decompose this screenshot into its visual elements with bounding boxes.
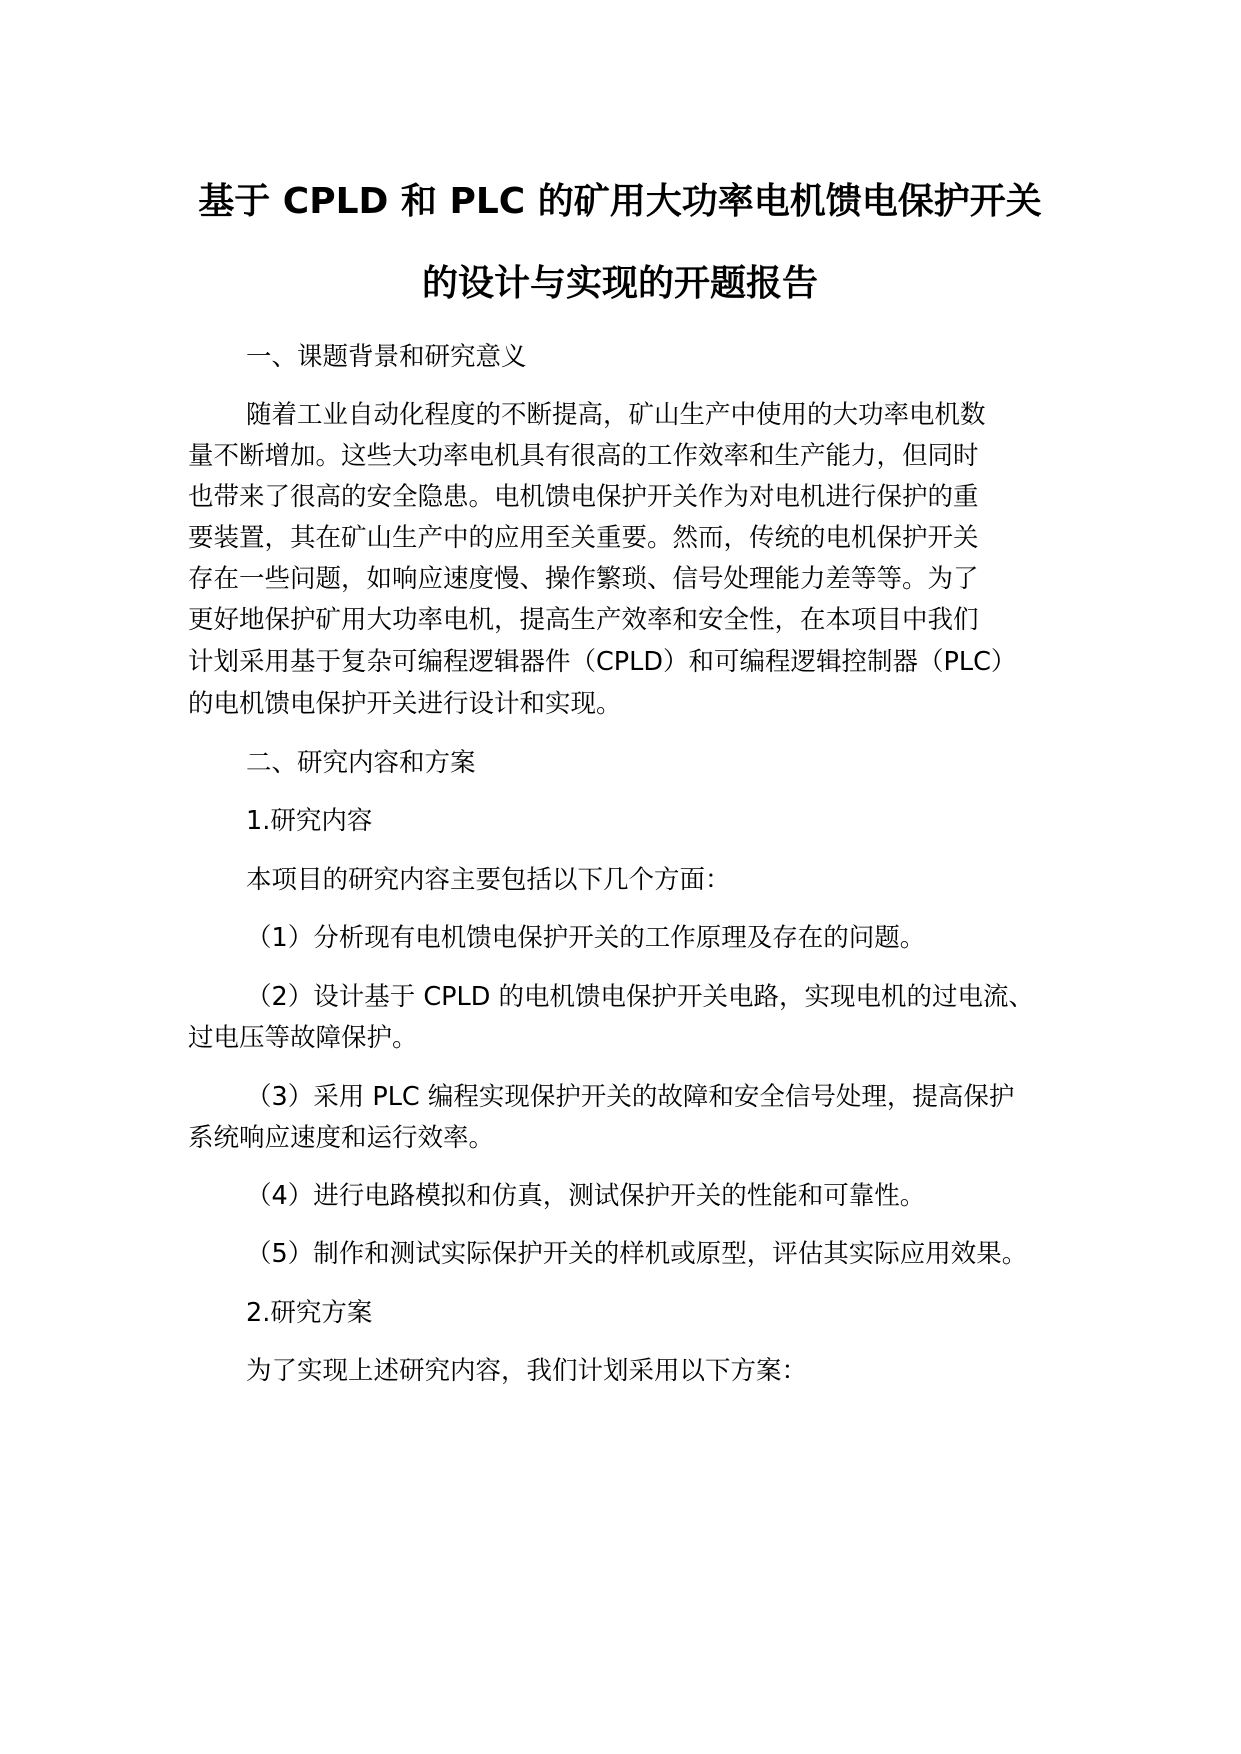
paragraph-line: 计划采用基于复杂可编程逻辑器件（CPLD）和可编程逻辑控制器（PLC） — [188, 647, 1017, 677]
list-item: （2）设计基于 CPLD 的电机馈电保护开关电路，实现电机的过电流、 — [246, 982, 1034, 1012]
list-item-continuation: 过电压等故障保护。 — [188, 1023, 418, 1053]
research-content-intro: 本项目的研究内容主要包括以下几个方面： — [246, 865, 731, 895]
list-item: （5）制作和测试实际保护开关的样机或原型，评估其实际应用效果。 — [246, 1239, 1028, 1269]
paragraph-line: 的电机馈电保护开关进行设计和实现。 — [188, 689, 622, 719]
section-2-heading: 二、研究内容和方案 — [246, 748, 476, 778]
paragraph-line: 更好地保护矿用大功率电机，提高生产效率和安全性，在本项目中我们 — [188, 605, 979, 635]
paragraph-line: 量不断增加。这些大功率电机具有很高的工作效率和生产能力，但同时 — [188, 441, 979, 471]
document-title-line-2: 的设计与实现的开题报告 — [421, 263, 818, 304]
list-item: （3）采用 PLC 编程实现保护开关的故障和安全信号处理，提高保护 — [246, 1082, 1015, 1112]
list-item-continuation: 系统响应速度和运行效率。 — [188, 1123, 495, 1153]
paragraph-line: 也带来了很高的安全隐患。电机馈电保护开关作为对电机进行保护的重 — [188, 482, 979, 512]
list-item: （4）进行电路模拟和仿真，测试保护开关的性能和可靠性。 — [246, 1181, 926, 1211]
research-plan-intro: 为了实现上述研究内容，我们计划采用以下方案： — [246, 1356, 808, 1386]
paragraph-line: 要装置，其在矿山生产中的应用至关重要。然而，传统的电机保护开关 — [188, 523, 979, 553]
paragraph-line: 随着工业自动化程度的不断提高，矿山生产中使用的大功率电机数 — [246, 400, 986, 430]
section-1-heading: 一、课题背景和研究意义 — [246, 342, 527, 372]
list-item: （1）分析现有电机馈电保护开关的工作原理及存在的问题。 — [246, 923, 926, 953]
subsection-heading-research-plan: 2.研究方案 — [246, 1298, 373, 1328]
subsection-heading-research-content: 1.研究内容 — [246, 806, 373, 836]
paragraph-line: 存在一些问题，如响应速度慢、操作繁琐、信号处理能力差等等。为了 — [188, 564, 979, 594]
document-title-line-1: 基于 CPLD 和 PLC 的矿用大功率电机馈电保护开关 — [198, 181, 1042, 222]
